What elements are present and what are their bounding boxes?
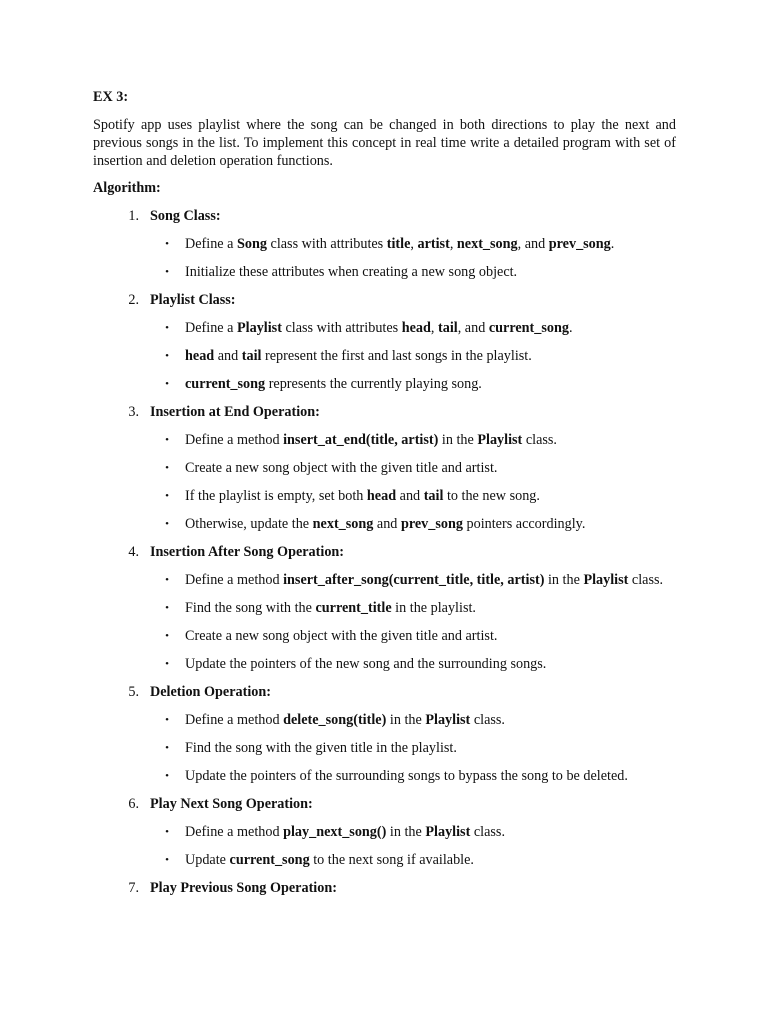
list-item xyxy=(93,263,676,281)
text-run: and xyxy=(214,348,242,364)
bullet-glyph: • xyxy=(165,602,169,614)
bullet-text xyxy=(185,319,676,337)
list-item xyxy=(93,599,676,617)
step-bullet-list xyxy=(93,823,676,869)
bold-term: tail xyxy=(438,320,458,336)
bullet-glyph: • xyxy=(165,434,169,446)
bold-term: Playlist xyxy=(425,712,471,728)
algorithm-step xyxy=(93,403,676,533)
step-heading xyxy=(93,543,676,561)
bullet-glyph: • xyxy=(165,518,169,530)
bold-term: head xyxy=(401,320,431,336)
exercise-title: EX 3: xyxy=(93,89,129,105)
text-run: . xyxy=(610,236,615,252)
step-heading xyxy=(93,291,676,309)
bold-term: next_song xyxy=(456,236,518,252)
bullet-glyph: • xyxy=(165,854,169,866)
step-bullet-list xyxy=(93,571,676,673)
step-title: Play Next Song Operation: xyxy=(150,796,313,812)
bold-term: current_title xyxy=(315,600,392,616)
step-title: Deletion Operation: xyxy=(150,684,271,700)
bold-term: insert_after_song(current_title, title, artist) xyxy=(283,572,545,588)
step-title: Song Class: xyxy=(150,208,221,224)
step-heading xyxy=(93,403,676,421)
step-number-cell xyxy=(93,207,139,225)
bold-term: delete_song(title) xyxy=(283,712,387,728)
step-number: 1. xyxy=(128,208,139,224)
step-bullet-list xyxy=(93,319,676,393)
bullet-text xyxy=(185,599,676,617)
bullet-glyph: • xyxy=(165,714,169,726)
text-run: in the xyxy=(386,712,426,728)
step-number-cell xyxy=(93,291,139,309)
bold-term: title xyxy=(386,236,411,252)
list-item xyxy=(93,487,676,505)
algorithm-step xyxy=(93,543,676,673)
text-run: . xyxy=(568,320,573,336)
bold-term: next_song xyxy=(312,516,374,532)
text-run: Find the song with the xyxy=(185,600,316,616)
text-run: Define a xyxy=(185,320,237,336)
text-run: class. xyxy=(470,712,505,728)
bullet-glyph: • xyxy=(165,630,169,642)
text-run: represents the currently playing song. xyxy=(265,376,482,392)
text-run: Create a new song object with the given title and artist. xyxy=(185,460,498,476)
bullet-text xyxy=(185,263,676,281)
bullet-text xyxy=(185,375,676,393)
text-run: , xyxy=(410,236,418,252)
bold-term: head xyxy=(366,488,397,504)
step-number: 7. xyxy=(128,880,139,896)
bold-term: Playlist xyxy=(425,824,471,840)
text-run: class with attributes xyxy=(281,320,402,336)
bullet-glyph: • xyxy=(165,490,169,502)
text-run: Define a method xyxy=(185,824,284,840)
text-run: Initialize these attributes when creating a new song object. xyxy=(185,264,518,280)
bullet-glyph: • xyxy=(165,770,169,782)
text-run: Find the song with the given title in the playlist. xyxy=(185,740,457,756)
text-run: , and xyxy=(517,236,549,252)
bullet-glyph: • xyxy=(165,350,169,362)
list-item xyxy=(93,739,676,757)
step-bullet-list xyxy=(93,235,676,281)
step-number-cell xyxy=(93,543,139,561)
bullet-glyph: • xyxy=(165,462,169,474)
list-item xyxy=(93,571,676,589)
step-title: Play Previous Song Operation: xyxy=(150,880,337,896)
bold-term: Playlist xyxy=(477,432,523,448)
list-item xyxy=(93,347,676,365)
text-run: Otherwise, update the xyxy=(185,516,313,532)
bold-term: current_song xyxy=(488,320,569,336)
list-item xyxy=(93,711,676,729)
text-run: to the next song if available. xyxy=(309,852,474,868)
bullet-text xyxy=(185,767,676,785)
step-bullet-list xyxy=(93,431,676,533)
algorithm-steps xyxy=(93,207,676,897)
bullet-text xyxy=(185,459,676,477)
bullet-glyph: • xyxy=(165,742,169,754)
step-title: Insertion After Song Operation: xyxy=(150,544,345,560)
step-title: Insertion at End Operation: xyxy=(150,404,320,420)
text-run: Update xyxy=(185,852,230,868)
text-run: class. xyxy=(628,572,664,588)
step-number: 4. xyxy=(128,544,139,560)
text-run: in the xyxy=(544,572,584,588)
step-number-cell xyxy=(93,403,139,421)
bold-term: play_next_song() xyxy=(283,824,387,840)
list-item xyxy=(93,235,676,253)
document-content xyxy=(93,88,676,907)
bold-term: tail xyxy=(241,348,262,364)
bold-term: insert_at_end(title, artist) xyxy=(283,432,439,448)
algorithm-step xyxy=(93,683,676,785)
text-run: Create a new song object with the given title and artist. xyxy=(185,628,498,644)
step-number-cell xyxy=(93,795,139,813)
bold-term: current_song xyxy=(185,376,266,392)
bullet-text xyxy=(185,571,676,589)
bullet-text xyxy=(185,823,676,841)
step-title: Playlist Class: xyxy=(150,292,236,308)
list-item xyxy=(93,823,676,841)
bold-term: Playlist xyxy=(237,320,282,336)
algorithm-step xyxy=(93,879,676,897)
text-run: Define a method xyxy=(185,572,284,588)
list-item xyxy=(93,431,676,449)
text-run: Define a method xyxy=(185,712,284,728)
text-run: to the new song. xyxy=(443,488,540,504)
bullet-glyph: • xyxy=(165,378,169,390)
text-run: Update the pointers of the surrounding songs to bypass the song to be deleted. xyxy=(185,768,628,784)
bullet-text xyxy=(185,739,676,757)
bullet-glyph: • xyxy=(165,322,169,334)
bullet-text xyxy=(185,235,676,253)
bold-term: Song xyxy=(237,236,267,252)
text-run: in the xyxy=(438,432,478,448)
list-item xyxy=(93,627,676,645)
step-heading xyxy=(93,207,676,225)
text-run: Define a xyxy=(185,236,237,252)
step-number: 3. xyxy=(128,404,139,420)
list-item xyxy=(93,459,676,477)
step-number: 5. xyxy=(128,684,139,700)
step-number: 6. xyxy=(128,796,139,812)
text-run: class. xyxy=(470,824,505,840)
bullet-text xyxy=(185,347,676,365)
text-run: in the xyxy=(386,824,426,840)
step-heading xyxy=(93,879,676,897)
text-run: , xyxy=(430,320,438,336)
bullet-text xyxy=(185,655,676,673)
text-run: and xyxy=(373,516,401,532)
algorithm-step xyxy=(93,795,676,869)
bullet-glyph: • xyxy=(165,826,169,838)
step-number: 2. xyxy=(128,292,139,308)
algorithm-step xyxy=(93,207,676,281)
text-run: and xyxy=(396,488,424,504)
bullet-glyph: • xyxy=(165,574,169,586)
list-item xyxy=(93,655,676,673)
bullet-text xyxy=(185,627,676,645)
bullet-glyph: • xyxy=(165,238,169,250)
text-run: , xyxy=(449,236,457,252)
step-heading xyxy=(93,795,676,813)
list-item xyxy=(93,515,676,533)
bold-term: Playlist xyxy=(583,572,629,588)
bullet-text xyxy=(185,711,676,729)
bold-term: prev_song xyxy=(400,516,463,532)
bold-term: current_song xyxy=(229,852,310,868)
step-bullet-list xyxy=(93,711,676,785)
list-item xyxy=(93,319,676,337)
list-item xyxy=(93,851,676,869)
bold-term: tail xyxy=(423,488,444,504)
bold-term: prev_song xyxy=(548,236,611,252)
list-item xyxy=(93,767,676,785)
text-run: class with attributes xyxy=(266,236,387,252)
step-number-cell xyxy=(93,879,139,897)
algorithm-heading: Algorithm: xyxy=(93,180,161,196)
bullet-glyph: • xyxy=(165,658,169,670)
text-run: represent the first and last songs in the playlist. xyxy=(261,348,532,364)
bullet-text xyxy=(185,515,676,533)
bold-term: head xyxy=(185,348,215,364)
list-item xyxy=(93,375,676,393)
bullet-glyph: • xyxy=(165,266,169,278)
bullet-text xyxy=(185,487,676,505)
step-heading xyxy=(93,683,676,701)
text-run: Define a method xyxy=(185,432,284,448)
text-run: pointers accordingly. xyxy=(462,516,586,532)
text-run: in the playlist. xyxy=(391,600,476,616)
bullet-text xyxy=(185,851,676,869)
text-run: class. xyxy=(522,432,557,448)
bullet-text xyxy=(185,431,676,449)
problem-statement: Spotify app uses playlist where the song can be changed in both directions to play the next and previous songs in the list. To implement this concept in real time write a detailed program with set of insertion and deletion operation functions. xyxy=(93,117,676,169)
algorithm-step xyxy=(93,291,676,393)
text-run: If the playlist is empty, set both xyxy=(185,488,367,504)
text-run: Update the pointers of the new song and the surrounding songs. xyxy=(185,656,547,672)
text-run: , and xyxy=(457,320,489,336)
bold-term: artist xyxy=(417,236,450,252)
step-number-cell xyxy=(93,683,139,701)
